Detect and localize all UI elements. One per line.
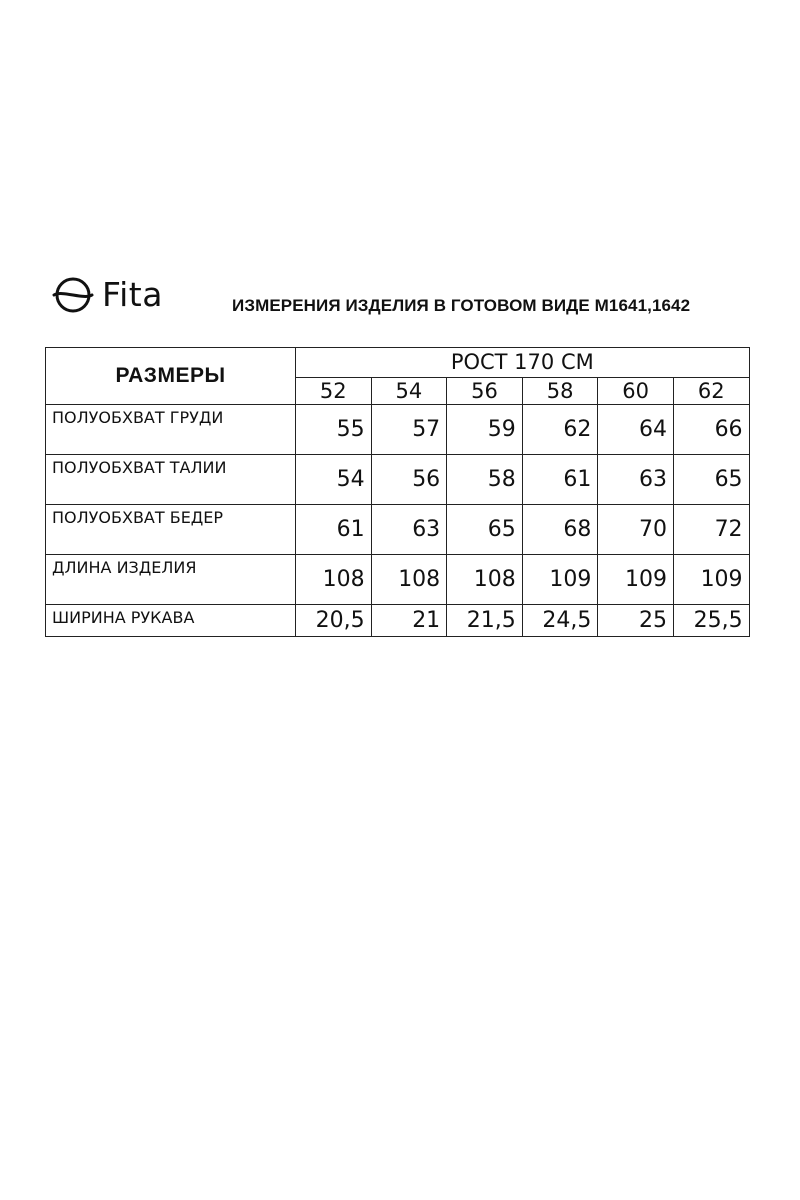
size-column-header: 60 [598,378,674,405]
table-row [46,405,750,455]
table-cell: 108 [371,555,447,605]
table-cell: 56 [371,455,447,505]
size-column-header: 52 [296,378,372,405]
table-cell: 61 [296,505,372,555]
size-column-header: 54 [371,378,447,405]
height-header: РОСТ 170 СМ [296,348,750,378]
table-cell: 109 [522,555,598,605]
size-column-header: 62 [673,378,749,405]
table-cell: 62 [522,405,598,455]
table-cell: 65 [447,505,523,555]
table-cell: 61 [522,455,598,505]
table-row [46,505,750,555]
table-cell: 63 [598,455,674,505]
row-label: ПОЛУОБХВАТ ТАЛИИ [46,455,296,505]
size-column-header: 58 [522,378,598,405]
fita-logo-mark-icon [52,273,94,315]
table-cell: 109 [673,555,749,605]
table-cell: 21,5 [447,605,523,637]
row-label: ПОЛУОБХВАТ ГРУДИ [46,405,296,455]
table-cell: 21 [371,605,447,637]
table-row [46,455,750,505]
table-cell: 72 [673,505,749,555]
table-cell: 25,5 [673,605,749,637]
table-cell: 66 [673,405,749,455]
row-label: ДЛИНА ИЗДЕЛИЯ [46,555,296,605]
table-cell: 63 [371,505,447,555]
table-cell: 109 [598,555,674,605]
table-cell: 64 [598,405,674,455]
document-title: ИЗМЕРЕНИЯ ИЗДЕЛИЯ В ГОТОВОМ ВИДЕ М1641,1642 [232,296,691,315]
table-cell: 68 [522,505,598,555]
table-cell: 70 [598,505,674,555]
brand-logo [52,270,163,318]
table-row [46,605,750,637]
table-cell: 54 [296,455,372,505]
sizes-header: РАЗМЕРЫ [46,348,296,405]
table-cell: 65 [673,455,749,505]
table-cell: 55 [296,405,372,455]
size-chart-table [45,347,750,637]
size-column-header: 56 [447,378,523,405]
table-cell: 25 [598,605,674,637]
table-cell: 58 [447,455,523,505]
table-cell: 108 [447,555,523,605]
row-label: ПОЛУОБХВАТ БЕДЕР [46,505,296,555]
table-cell: 24,5 [522,605,598,637]
table-cell: 108 [296,555,372,605]
table-header-row [46,348,750,378]
table-row [46,555,750,605]
table-cell: 59 [447,405,523,455]
table-cell: 57 [371,405,447,455]
row-label: ШИРИНА РУКАВА [46,605,296,637]
table-cell: 20,5 [296,605,372,637]
brand-name: Fita [102,274,163,314]
